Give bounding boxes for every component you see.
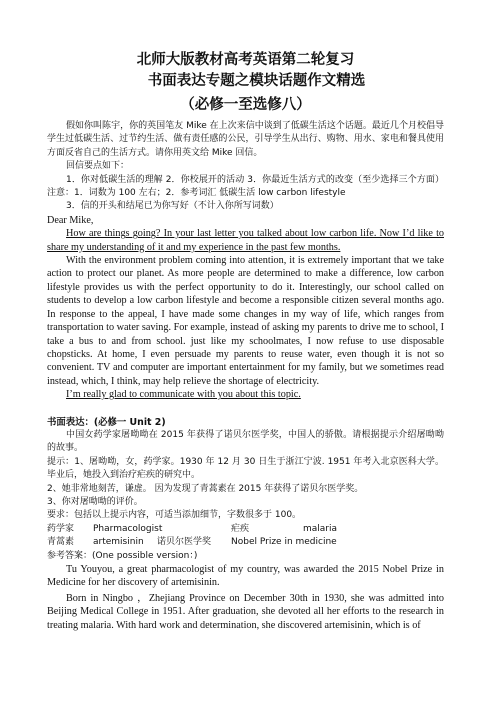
vocab-en: malaria — [303, 523, 338, 534]
task2-heading: 书面表达：(必修一 Unit 2) — [47, 416, 166, 428]
title-line-3: （必修一至选修八） — [180, 97, 311, 113]
task1-points-header: 回信要点如下： — [66, 161, 130, 172]
title-line-2: 书面表达专题之模块话题作文精选 — [147, 73, 366, 89]
answer-paragraph-2: Born in Ningbo ，Zhejiang Province on December 30th in 1930, she was admitted into Beijing Medical College in 1951. After graduation, she devoted all her efforts to the research in treating malaria. With hard work and determination, she discovered artemisinin, which is of — [47, 592, 444, 631]
task2-hint1: 提示：1、屠呦呦，女，药学家。1930 年 12 月 30 日生于浙江宁波. 1951 年考入北京医科大学。毕业后，她投入到治疗疟疾的研究中。 — [47, 456, 444, 481]
letter-closing: I’m really glad to communicate with you about this topic. — [66, 389, 301, 401]
answer-paragraph-1: Tu Youyou, a great pharmacologist of my country, was awarded the 2015 Nobel Prize in Medicine for her discovery of artemisinin. — [47, 564, 444, 589]
letter-body: With the environment problem coming into attention, it is extremely important that we take action to protect our planet. As more people are determined to make a difference, low carbon lifestyle provides us with the perfect opportunity to do it. Interestingly, our school called on students to develop a low carbon lifestyle and become a responsible citizen several months ago. In response to the appeal, I have made some changes in my way of life, which ranges from transportation to water saving. For example, instead of asking my parents to drive me to school, I take a bus to and from school. just like my schoolmates, I now refuse to use disposable chopsticks. At home, I even persuade my parents to reuse water, even though it is not so convenient. TV and computer are important entertainment for my family, but we sometimes read instead, which, I think, may help relieve the shortage of electricity. — [47, 255, 444, 387]
section-gap — [47, 402, 444, 416]
task1-prompt: 假如你叫陈宇，你的英国笔友 Mike 在上次来信中谈到了低碳生活这个话题。最近几个月校倡导学生过低碳生活、过节约生活、做有责任感的公民，引导学生从出行、购物、用水、家电和餐具使用方面反省自己的生活方式。请你用英文给 Mike 回信。 — [47, 121, 444, 158]
title-line-1: 北师大版教材高考英语第二轮复习 — [136, 52, 355, 68]
task2-requirement: 要求：包括以上提示内容，可适当添加细节，字数很多于 100。 — [47, 510, 302, 521]
vocab-cn: 诺贝尔医学奖 — [157, 537, 212, 548]
task2-hint2: 2、她非常地刻苦，谦虚。 因为发现了青蒿素在 2015 年获得了诺贝尔医学奖。 — [47, 483, 364, 494]
vocab-row-2 — [47, 536, 444, 549]
vocab-en: artemisinin — [93, 537, 144, 548]
vocab-cn: 药学家 — [47, 523, 75, 534]
letter-opening: How are things going? In your last letter you talked about low carbon life. Now I’d like to share my understanding of it and my experience in the past few months. — [47, 228, 444, 253]
answer-label: 参考答案：(One possible version：) — [47, 550, 198, 561]
vocab-row-1 — [47, 523, 444, 536]
vocab-en: Pharmacologist — [93, 523, 163, 534]
vocab-cn: 疟疾 — [231, 523, 250, 534]
task2-hint3: 3、你对屠呦呦的评价。 — [47, 496, 143, 507]
task1-point1: 1．你对低碳生活的理解 2．你校展开的活动 3．你最近生活方式的改变（至少选择三个方面）注意：1．词数为 100 左右；2．参考词汇 低碳生活 low carbon lifestyle — [47, 174, 444, 199]
letter-greeting: Dear Mike, — [47, 214, 94, 226]
task2-prompt: 中国女药学家屠呦呦在 2015 年获得了诺贝尔医学奖，中国人的骄傲。请根据提示介绍屠呦呦的故事。 — [47, 429, 444, 454]
vocab-cn: 青蒿素 — [47, 537, 75, 548]
task1-point3: 3．信的开头和结尾已为你写好（不计入你所写词数） — [66, 201, 279, 212]
vocab-en: Nobel Prize in medicine — [231, 537, 337, 548]
